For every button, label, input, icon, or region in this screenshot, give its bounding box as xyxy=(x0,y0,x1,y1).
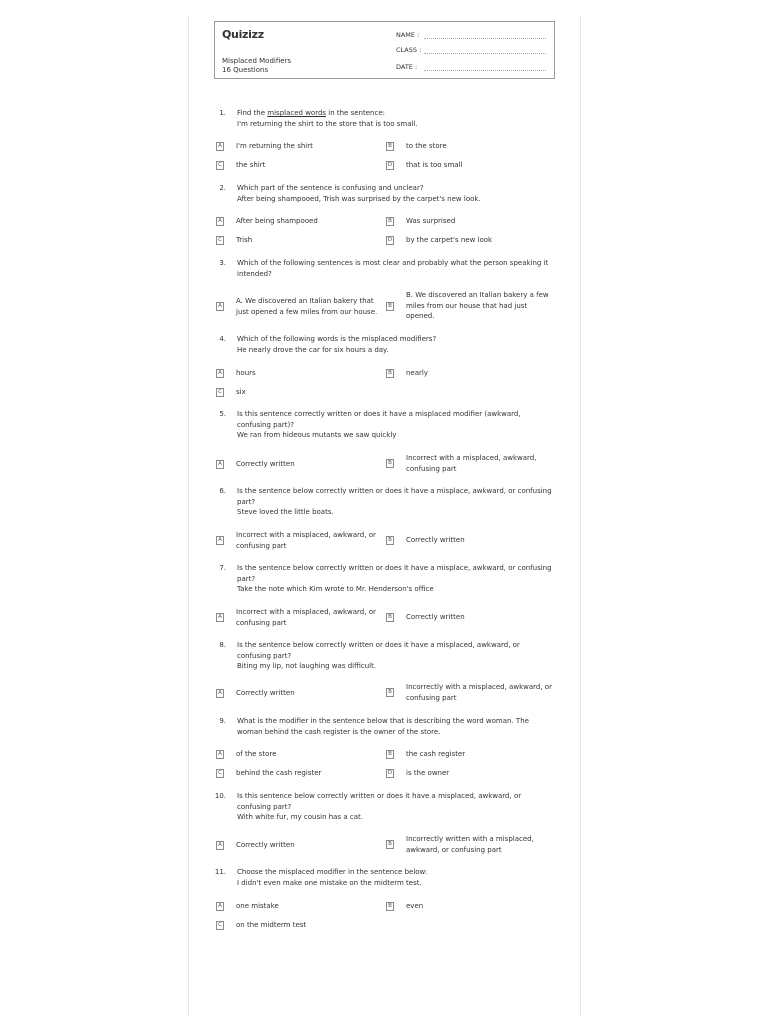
option-letter-c: C xyxy=(216,161,224,170)
option-letter-b: B xyxy=(386,536,394,545)
question-number: 7. xyxy=(219,564,226,572)
quizizz-logo: Quizizz xyxy=(222,28,264,41)
question-text: Is the sentence below correctly written or does it have a misplaced, awkward, or confusing part? Biting my lip, not laughing was difficult. xyxy=(237,641,520,670)
question-number: 4. xyxy=(219,335,226,343)
option-letter-b: B xyxy=(386,840,394,849)
option-letter-b: B xyxy=(386,613,394,622)
option-letter-b: B xyxy=(386,902,394,911)
question-text: What is the modifier in the sentence below that is describing the word woman. The woman behind the cash register is the owner of the store. xyxy=(237,717,529,736)
option-letter-a: A xyxy=(216,460,224,469)
question-number: 3. xyxy=(219,259,226,267)
question-number: 6. xyxy=(219,487,226,495)
option-letter-b: B xyxy=(386,750,394,759)
question-count: 16 Questions xyxy=(222,66,269,74)
name-field xyxy=(396,31,419,39)
option-letter-a: A xyxy=(216,217,224,226)
option-letter-d: D xyxy=(387,162,393,168)
option-letter-b: B xyxy=(386,369,394,378)
option-letter-a: A xyxy=(216,142,224,151)
option-letter-b: B xyxy=(386,217,394,226)
name-label: NAME : xyxy=(396,31,420,39)
question-number: 11. xyxy=(214,868,226,876)
option-letter-a: A xyxy=(216,841,224,850)
option-letter-a: A xyxy=(216,536,224,545)
date-field xyxy=(396,63,417,71)
question-text: Which of the following words is the misplaced modifiers? He nearly drove the car for six hours a day. xyxy=(237,335,437,354)
option-letter-d: D xyxy=(387,770,393,776)
worksheet-title: Misplaced Modifiers xyxy=(222,57,292,65)
option-letter-c: C xyxy=(216,388,224,397)
question-number: 9. xyxy=(219,717,226,725)
option-letter-a: A xyxy=(216,302,224,311)
question-text: Is the sentence below correctly written or does it have a misplace, awkward, or confusing part? Take the note which Kim wrote to Mr. Henderson's office xyxy=(237,564,552,593)
option-letter-b: B xyxy=(386,302,394,311)
question-number: 2. xyxy=(219,184,226,192)
option-letter-a: A xyxy=(216,902,224,911)
question-text: Is the sentence below correctly written or does it have a misplace, awkward, or confusing part? Steve loved the little boats. xyxy=(237,487,552,516)
worksheet-header xyxy=(214,21,555,79)
question-number: 10. xyxy=(214,792,226,800)
option-letter-c: C xyxy=(216,921,224,930)
question-number: 1. xyxy=(219,109,226,117)
worksheet-page: Quizizz Misplaced Modifiers 16 Questions NAME : CLASS : DATE : 1. Find the misplaced words in the sentence: I'm returning the shirt to the store that is too small. A I'm returning the shirt B to the store C the shirt D that is too small 2. Which part of the sentence is confusing and unclear? After being shampooed, Trish was surprised by the carpet's new look. A After being shampooed B Was surprised C Trish D by the carpet's new look 3. Which of the following sentences is most clear and probably what the person speaking it intended? A A. We discovered an Italian bakery that just opened a few miles from our house. B B. We discovered an Italian bakery a few miles from our house that had just opened. 4. Which of the following words is the misplaced modifiers? He nearly drove the car for six hours a day. A hours B nearly C six 5. Is this sentence correctly written or does it have a misplaced modifier (awkward, confusing part)? We ran from hideous mutants we saw quickly A Correctly written B Incorrect with a misplaced, awkward, confusing part 6. Is the sentence below correctly written or does it have a misplace, awkward, or confusing part? Steve loved the little boats. A Incorrect with a misplaced, awkward, or confusing part B Correctly written 7. Is the sentence below correctly written or does it have a misplace, awkward, or confusing part? Take the note which Kim wrote to Mr. Henderson's office A Incorrect with a misplaced, awkward, or confusing part B Correctly written 8. Is the sentence below correctly written or does it have a misplaced, awkward, or confusing part? Biting my lip, not laughing was difficult. A Correctly written B Incorrectly with a misplaced, awkward, or confusing part 9. What is the modifier in the sentence below that is describing the word woman. The woman behind the cash register is the owner of the store. A of the store B the cash register C behind the cash register D is the owner 10. Is this sentence below correctly written or does it have a misplaced, awkward, or confusing part? With white fur, my cousin has a cat. A Correctly written B Incorrectly written with a misplaced, awkward, or confusing part 11. Choose the misplaced modifier in the sentence below: I didn't even make one mistake on the midterm test. A one mistake B even C on the midterm test xyxy=(188,16,581,1016)
option-letter-a: A xyxy=(216,369,224,378)
question-text: Is this sentence below correctly written or does it have a misplaced, awkward, or confusing part? With white fur, my cousin has a cat. xyxy=(237,792,522,821)
option-letter-b: B xyxy=(386,142,394,151)
question-text: Is this sentence correctly written or does it have a misplaced modifier (awkward, confusing part)? We ran from hideous mutants we saw quickly xyxy=(237,410,521,439)
question-number: 8. xyxy=(219,641,226,649)
question-number: 5. xyxy=(219,410,226,418)
question-text: Choose the misplaced modifier in the sentence below: I didn't even make one mistake on the midterm test. xyxy=(237,868,428,887)
option-letter-c: C xyxy=(216,769,224,778)
date-label: DATE : xyxy=(396,63,418,71)
class-field xyxy=(396,46,421,54)
option-letter-b: B xyxy=(386,459,394,468)
option-letter-d: D xyxy=(387,237,393,243)
question-text: Which of the following sentences is most clear and probably what the person speaking it intended? xyxy=(237,259,549,278)
option-letter-a: A xyxy=(216,613,224,622)
class-label: CLASS : xyxy=(396,46,422,54)
option-letter-a: A xyxy=(216,689,224,698)
question-text: Find the misplaced words in the sentence: I'm returning the shirt to the store that is too small. xyxy=(237,109,418,128)
option-letter-c: C xyxy=(216,236,224,245)
question-text: Which part of the sentence is confusing and unclear? After being shampooed, Trish was surprised by the carpet's new look. xyxy=(237,184,481,203)
option-letter-b: B xyxy=(386,688,394,697)
option-letter-a: A xyxy=(216,750,224,759)
